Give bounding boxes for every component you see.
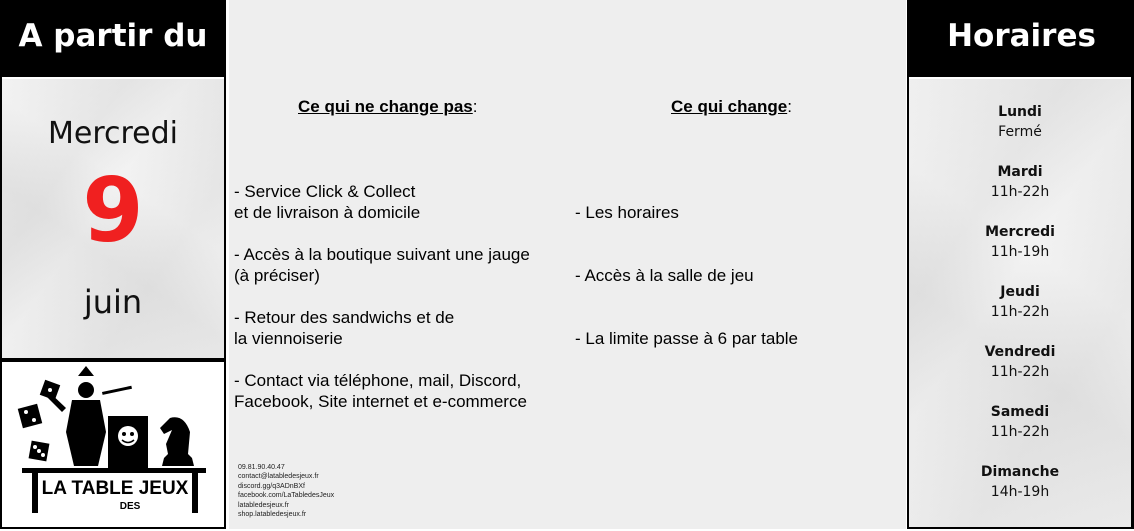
hours-header bbox=[909, 0, 1134, 77]
start-date-panel bbox=[2, 79, 224, 359]
hours-value: 11h-19h bbox=[990, 244, 1050, 260]
unchanged-item-line: - Service Click & Collect bbox=[234, 182, 416, 201]
changed-heading: Ce qui change: bbox=[671, 97, 792, 116]
unchanged-item bbox=[234, 181, 420, 223]
unchanged-item-line: et de livraison à domicile bbox=[234, 203, 421, 222]
hours-day: Jeudi bbox=[1000, 284, 1040, 300]
hours-day: Samedi bbox=[990, 404, 1050, 420]
changed-item: - Les horaires bbox=[575, 203, 679, 222]
unchanged-item bbox=[234, 370, 527, 412]
left-border-right bbox=[224, 77, 226, 529]
logo-panel bbox=[2, 362, 224, 527]
unchanged-item-line: - Accès à la boutique suivant une jauge bbox=[234, 245, 530, 264]
hours-header-label: Horaires bbox=[947, 18, 1096, 54]
unchanged-item bbox=[234, 244, 530, 286]
unchanged-item-line: - Contact via téléphone, mail, Discord, bbox=[234, 371, 522, 390]
unchanged-heading-text: Ce qui ne change pas bbox=[298, 97, 473, 116]
unchanged-item-line: - Retour des sandwichs et de bbox=[234, 308, 455, 327]
hours-day: Dimanche bbox=[980, 464, 1060, 480]
hours-value: 11h-22h bbox=[990, 364, 1050, 380]
start-weekday: Mercredi bbox=[47, 116, 179, 151]
hours-value: 11h-22h bbox=[990, 304, 1050, 320]
start-date-header bbox=[0, 0, 226, 77]
changed-item: - Accès à la salle de jeu bbox=[575, 266, 754, 285]
contact-discord: discord.gg/q3ADnBXf bbox=[238, 482, 305, 490]
hours-day: Vendredi bbox=[984, 344, 1056, 360]
start-date-header-label: A partir du bbox=[18, 18, 208, 54]
svg-text:DES: DES bbox=[119, 501, 141, 512]
unchanged-item-line: Facebook, Site internet et e-commerce bbox=[234, 392, 527, 411]
svg-text:LA TABLE JEUX: LA TABLE JEUX bbox=[41, 478, 189, 499]
hours-day: Mardi bbox=[997, 164, 1043, 180]
start-month: juin bbox=[83, 283, 143, 321]
unchanged-item-line: (à préciser) bbox=[234, 266, 320, 285]
hours-panel bbox=[909, 79, 1131, 527]
contact-email: contact@latabledesjeux.fr bbox=[238, 473, 319, 481]
contact-facebook: facebook.com/LaTabledesJeux bbox=[238, 492, 335, 500]
unchanged-item bbox=[234, 307, 454, 349]
hours-value: 11h-22h bbox=[990, 184, 1050, 200]
start-day-number: 9 bbox=[82, 159, 144, 262]
unchanged-heading: Ce qui ne change pas: bbox=[298, 97, 478, 116]
changes-panel bbox=[229, 0, 906, 529]
hours-day: Mercredi bbox=[985, 224, 1055, 240]
contact-shop: shop.latabledesjeux.fr bbox=[238, 511, 307, 519]
contact-website: latabledesjeux.fr bbox=[238, 501, 289, 509]
hours-day: Lundi bbox=[998, 104, 1042, 120]
changed-item: - La limite passe à 6 par table bbox=[575, 329, 799, 348]
contact-phone: 09.81.90.40.47 bbox=[238, 464, 285, 471]
hours-value: Fermé bbox=[998, 124, 1042, 140]
unchanged-item-line: la viennoiserie bbox=[234, 329, 343, 348]
hours-value: 11h-22h bbox=[990, 424, 1050, 440]
la-table-des-jeux-logo bbox=[2, 362, 224, 527]
changed-heading-text: Ce qui change bbox=[671, 97, 788, 116]
contact-info bbox=[238, 463, 334, 519]
hours-value: 14h-19h bbox=[990, 484, 1050, 500]
